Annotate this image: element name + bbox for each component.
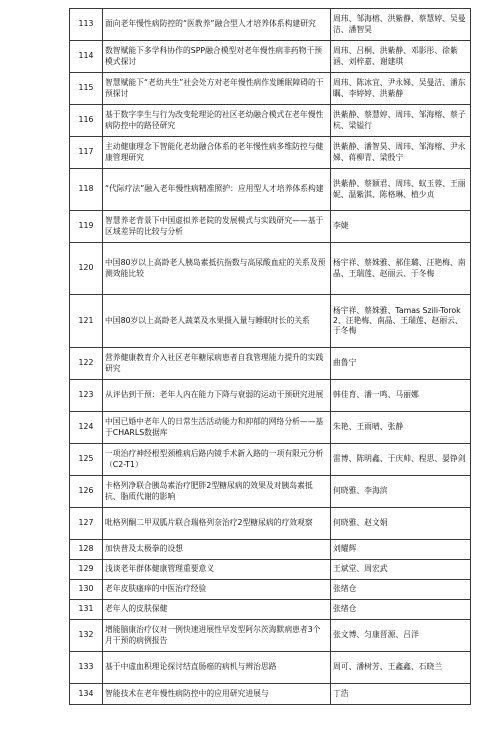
- paper-title: 智慧赋能下“老幼共生”社会处方对老年慢性病作发睡眠障碍的干预探讨: [103, 73, 331, 105]
- row-number: 123: [70, 380, 103, 412]
- paper-authors: 周可、潘树芳、王鑫鑫、石晓兰: [331, 652, 471, 684]
- paper-authors: 王斌堂、周宏武: [331, 560, 471, 580]
- paper-title: 中国已婚中老年人的日常生活活动能力和抑郁的网络分析——基于CHARLS数据库: [103, 412, 331, 444]
- row-number: 132: [70, 620, 103, 652]
- row-number: 125: [70, 444, 103, 476]
- table-row: [70, 211, 471, 243]
- row-number: 117: [70, 137, 103, 169]
- table-row: [70, 508, 471, 540]
- row-number: 129: [70, 560, 103, 580]
- table-row: [70, 380, 471, 412]
- table-row: [70, 560, 471, 580]
- paper-authors: 洪紫静、蔡颖君、周玮、蚁玉蓉、王丽妮、温紫淇、陈格琳、植少贞: [331, 169, 471, 211]
- table-row: [70, 620, 471, 652]
- paper-title: 基于数字孪生与行为改变轮理论的社区老幼融合模式在老年慢性病防控中的路径研究: [103, 105, 331, 137]
- row-number: 115: [70, 73, 103, 105]
- paper-title: 加快普及太极拳的设想: [103, 540, 331, 560]
- table-row: [70, 444, 471, 476]
- paper-authors: 周玮、陈冰宜、尹永娣、吴曼洁、潘东瞩、李婷婷、洪紫静: [331, 73, 471, 105]
- paper-authors: 洪紫静、潘智昊、周玮、邹海榕、尹永娣、蒋柳青、梁殷宁: [331, 137, 471, 169]
- row-number: 130: [70, 580, 103, 600]
- paper-title: 老年人的皮肤保健: [103, 600, 331, 620]
- paper-title: 数智赋能下多学科协作的SPP融合模型对老年慢性病非药物干预模式探讨: [103, 41, 331, 73]
- paper-authors: 朱艳、王雨晴、张静: [331, 412, 471, 444]
- paper-title: 从评估到干预：老年人内在能力下降与衰弱的运动干预研究进展: [103, 380, 331, 412]
- row-number: 122: [70, 348, 103, 380]
- table-row: [70, 540, 471, 560]
- paper-authors: 曲鲁宁: [331, 348, 471, 380]
- paper-title: 主动健康理念下智能化老幼融合体系的老年慢性病多维防控与健康管理研究: [103, 137, 331, 169]
- paper-list-table: [69, 8, 471, 705]
- table-row: [70, 243, 471, 295]
- row-number: 134: [70, 684, 103, 705]
- table-row: [70, 412, 471, 444]
- paper-authors: 杨宇祥、蔡姝雅、郝佳璐、汪艳梅、南晶、王瑞莲、赵丽云、于冬梅: [331, 243, 471, 295]
- paper-title: 营养健康教育介入社区老年糖尿病患者自我管理能力提升的实践研究: [103, 348, 331, 380]
- paper-title: 一项治疗神经根型颈椎病后路内镜手术新入路的一项有限元分析（C2-T1）: [103, 444, 331, 476]
- table-row: [70, 652, 471, 684]
- row-number: 126: [70, 476, 103, 508]
- paper-title: 智能技术在老年慢性病防控中的应用研究进展与: [103, 684, 331, 705]
- paper-title: 浅谈老年群体健康管理重要意义: [103, 560, 331, 580]
- row-number: 118: [70, 169, 103, 211]
- row-number: 114: [70, 41, 103, 73]
- row-number: 120: [70, 243, 103, 295]
- paper-title: 基于中虚血积理论探讨结直肠癌的病机与辨治思路: [103, 652, 331, 684]
- paper-title: 老年皮肤瘙痒的中医治疗经验: [103, 580, 331, 600]
- paper-title: 增能脑康治疗仪对一例快速进展性早发型阿尔茨海默病患者3个月干预的病例报告: [103, 620, 331, 652]
- paper-authors: 雷博、陈明鑫、于庆帅、程思、晏铮剑: [331, 444, 471, 476]
- row-number: 127: [70, 508, 103, 540]
- paper-list-body: [70, 9, 471, 705]
- table-row: [70, 476, 471, 508]
- row-number: 124: [70, 412, 103, 444]
- paper-title: 智慧养老背景下中国虚拟养老院的发展模式与实践研究——基于区域差异的比较与分析: [103, 211, 331, 243]
- table-row: [70, 348, 471, 380]
- table-row: [70, 600, 471, 620]
- paper-authors: 刘耀辉: [331, 540, 471, 560]
- paper-authors: 周玮、吕桐、洪紫静、邓影彤、徐紫涵、刘梓嘉、谢建琪: [331, 41, 471, 73]
- table-row: [70, 105, 471, 137]
- row-number: 116: [70, 105, 103, 137]
- row-number: 113: [70, 9, 103, 41]
- paper-title: 中国80岁以上高龄老人胰岛素抵抗指数与高尿酸血症的关系及预测效能比较: [103, 243, 331, 295]
- table-row: [70, 73, 471, 105]
- paper-authors: 何晓雅、赵文娟: [331, 508, 471, 540]
- paper-title: 中国80岁以上高龄老人蔬菜及水果摄入量与睡眠时长的关系: [103, 295, 331, 348]
- row-number: 121: [70, 295, 103, 348]
- table-row: [70, 137, 471, 169]
- paper-authors: 何晓雅、李海滨: [331, 476, 471, 508]
- paper-title: 面向老年慢性病防控的“医教养”融合型人才培养体系构建研究: [103, 9, 331, 41]
- paper-title: “代际疗法”融入老年慢性病精准照护：应用型人才培养体系构建: [103, 169, 331, 211]
- paper-authors: 李婕: [331, 211, 471, 243]
- row-number: 133: [70, 652, 103, 684]
- table-row: [70, 295, 471, 348]
- paper-authors: 洪紫静、蔡慧婷、周玮、邹海榕、蔡子杭、梁镒行: [331, 105, 471, 137]
- paper-authors: 张绪仓: [331, 600, 471, 620]
- row-number: 131: [70, 600, 103, 620]
- table-row: [70, 41, 471, 73]
- row-number: 128: [70, 540, 103, 560]
- paper-authors: 周玮、邹海榕、洪紫静、蔡慧婷、吴曼洁、潘智昊: [331, 9, 471, 41]
- paper-title: 吡格列酮二甲双胍片联合瑞格列奈治疗2型糖尿病的疗效观察: [103, 508, 331, 540]
- table-row: [70, 169, 471, 211]
- paper-authors: 张文博、匀康晋源、吕洋: [331, 620, 471, 652]
- paper-title: 卡格列净联合胰岛素治疗肥胖2型糖尿病的效果及对胰岛素抵抗、脂质代谢的影响: [103, 476, 331, 508]
- paper-authors: 张绪仓: [331, 580, 471, 600]
- paper-authors: 韩佳育、潘一鸣、马丽娜: [331, 380, 471, 412]
- row-number: 119: [70, 211, 103, 243]
- table-row: [70, 9, 471, 41]
- paper-authors: 丁浩: [331, 684, 471, 705]
- table-row: [70, 684, 471, 705]
- table-row: [70, 580, 471, 600]
- paper-authors: 杨宇祥、蔡姝雅、Tamas Szili-Torok2、汪艳梅、南晶、王瑞莲、赵丽云、于冬梅: [331, 295, 471, 348]
